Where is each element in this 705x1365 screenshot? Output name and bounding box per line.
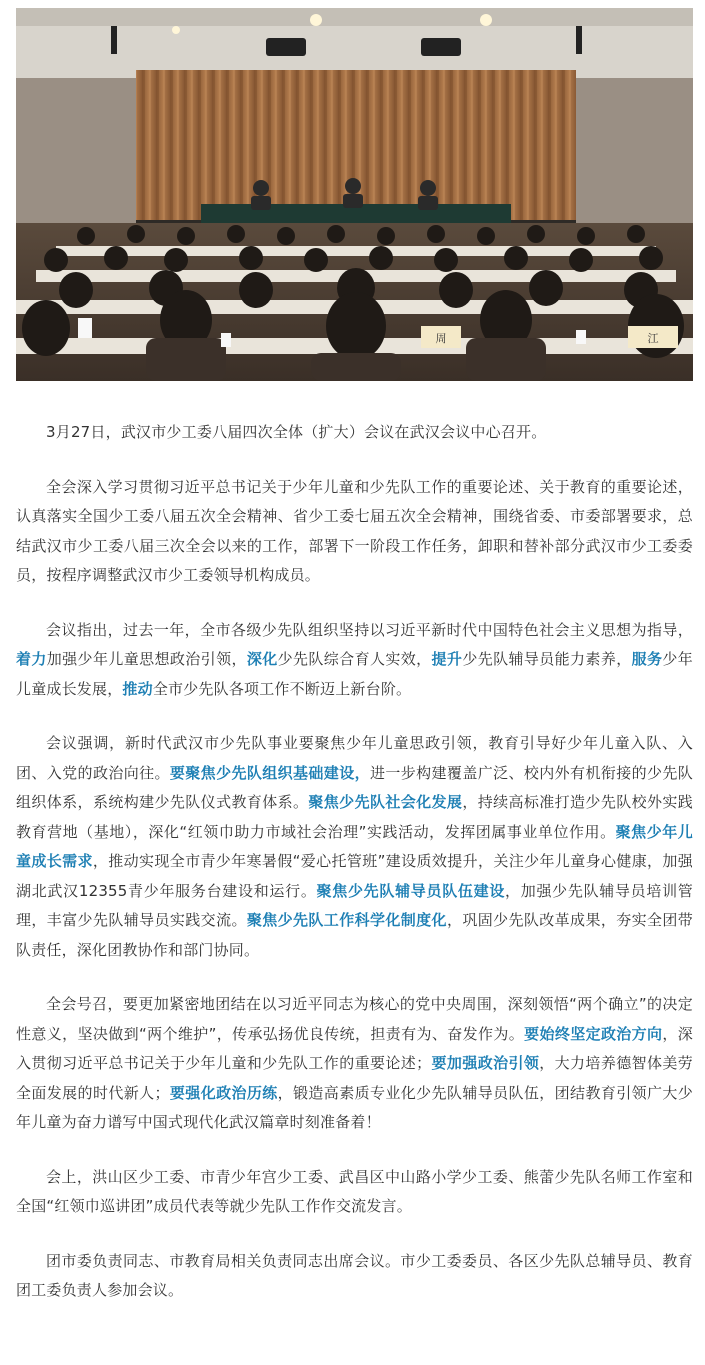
article-paragraph bbox=[16, 729, 693, 965]
paragraph-text: 加强少年儿童思想政治引领， bbox=[46, 650, 247, 668]
paragraph-text: 少年儿童成长发展， bbox=[16, 650, 693, 698]
paragraph-text: ，大力培养德智体美劳全面发展的时代新人； bbox=[16, 1054, 693, 1102]
highlighted-phrase: 提升 bbox=[431, 650, 463, 668]
paragraph-text: 3月27日，武汉市少工委八届四次全体（扩大）会议在武汉会议中心召开。 bbox=[46, 423, 547, 441]
paragraph-text: ，锻造高素质专业化少先队辅导员队伍，团结教育引领广大少年儿童为奋力谱写中国式现代化武汉篇章时刻准备着！ bbox=[16, 1083, 693, 1131]
paragraph-text: ，巩固少先队改革成果，夯实全团带队责任，深化团教协作和部门协同。 bbox=[16, 911, 693, 959]
highlighted-phrase: 要聚焦少先队组织基础建设， bbox=[169, 763, 370, 782]
article-paragraph bbox=[16, 990, 693, 1138]
highlighted-phrase: 推动 bbox=[122, 679, 153, 698]
paragraph-text: 全会号召，要更加紧密地团结在以习近平同志为核心的党中央周围，深刻领悟“两个确立”的决定性意义，坚决做到“两个维护”，传承弘扬优良传统，担责有为、奋发作为。 bbox=[16, 995, 693, 1043]
placard-text-1: 周 bbox=[435, 332, 447, 345]
highlighted-phrase: 聚焦少先队工作科学化制度化 bbox=[246, 911, 447, 929]
placard-text-2: 江 bbox=[647, 332, 659, 345]
paragraph-text: 团市委负责同志、市教育局相关负责同志出席会议。市少工委委员、各区少先队总辅导员、教育团工委负责人参加会议。 bbox=[16, 1251, 693, 1299]
conference-hall-illustration bbox=[16, 8, 693, 381]
highlighted-phrase: 聚焦少年儿童成长需求 bbox=[16, 822, 693, 870]
paragraph-text: 少先队综合育人实效， bbox=[277, 650, 432, 668]
highlighted-phrase: 服务 bbox=[631, 650, 663, 668]
paragraph-text: 全市少先队各项工作不断迈上新台阶。 bbox=[152, 679, 412, 698]
meeting-photo bbox=[16, 8, 693, 381]
paragraph-text: 进一步构建覆盖广泛、校内外有机衔接的少先队组织体系，系统构建少先队仪式教育体系。 bbox=[16, 763, 693, 811]
article-paragraph bbox=[16, 418, 693, 448]
highlighted-phrase: 要始终坚定政治方向 bbox=[524, 1024, 663, 1043]
paragraph-text: 会议强调，新时代武汉市少先队事业要聚焦少年儿童思政引领，教育引导好少年儿童入队、入团、入党的政治向往。 bbox=[16, 734, 693, 782]
highlighted-phrase: 深化 bbox=[246, 650, 278, 668]
paragraph-text: ，推动实现全市青少年寒暑假“爱心托管班”建设质效提升，关注少年儿童身心健康，加强湖北武汉12355青少年服务台建设和运行。 bbox=[16, 852, 693, 900]
article-paragraph bbox=[16, 616, 693, 705]
article-paragraph bbox=[16, 473, 693, 591]
article-paragraph bbox=[16, 1163, 693, 1222]
paragraph-text: ，持续高标准打造少先队校外实践教育营地（基地），深化“红领巾助力市域社会治理”实践活动，发挥团属事业单位作用。 bbox=[16, 793, 693, 841]
highlighted-phrase: 聚焦少先队社会化发展 bbox=[308, 793, 463, 811]
highlighted-phrase: 要强化政治历练 bbox=[169, 1083, 278, 1102]
paragraph-text: 全会深入学习贯彻习近平总书记关于少年儿童和少先队工作的重要论述、关于教育的重要论述，认真落实全国少工委八届五次全会精神、省少工委七届五次全会精神，围绕省委、市委部署要求，总结武汉市少工委八届三次全会以来的工作，部署下一阶段工作任务，卸职和替补部分武汉市少工委委员，按程序调整武汉市少工委领导机构成员。 bbox=[16, 477, 693, 584]
paragraph-text: ，加强少先队辅导员培训管理，丰富少先队辅导员实践交流。 bbox=[16, 881, 694, 929]
paragraph-text: 会上，洪山区少工委、市青少年宫少工委、武昌区中山路小学少工委、熊蕾少先队名师工作室和全国“红领巾巡讲团”成员代表等就少先队工作作交流发言。 bbox=[16, 1167, 693, 1215]
paragraph-text: 少先队辅导员能力素养， bbox=[462, 650, 632, 668]
paragraph-text: 会议指出，过去一年，全市各级少先队组织坚持以习近平新时代中国特色社会主义思想为指导， bbox=[46, 620, 693, 639]
highlighted-phrase: 聚焦少先队辅导员队伍建设 bbox=[316, 881, 506, 900]
article-paragraph bbox=[16, 1247, 693, 1306]
highlighted-phrase: 着力 bbox=[16, 650, 47, 668]
highlighted-phrase: 要加强政治引领 bbox=[431, 1054, 540, 1072]
paragraph-text: ，深入贯彻习近平总书记关于少年儿童和少先队工作的重要论述； bbox=[16, 1024, 693, 1072]
article-body bbox=[16, 418, 693, 1331]
